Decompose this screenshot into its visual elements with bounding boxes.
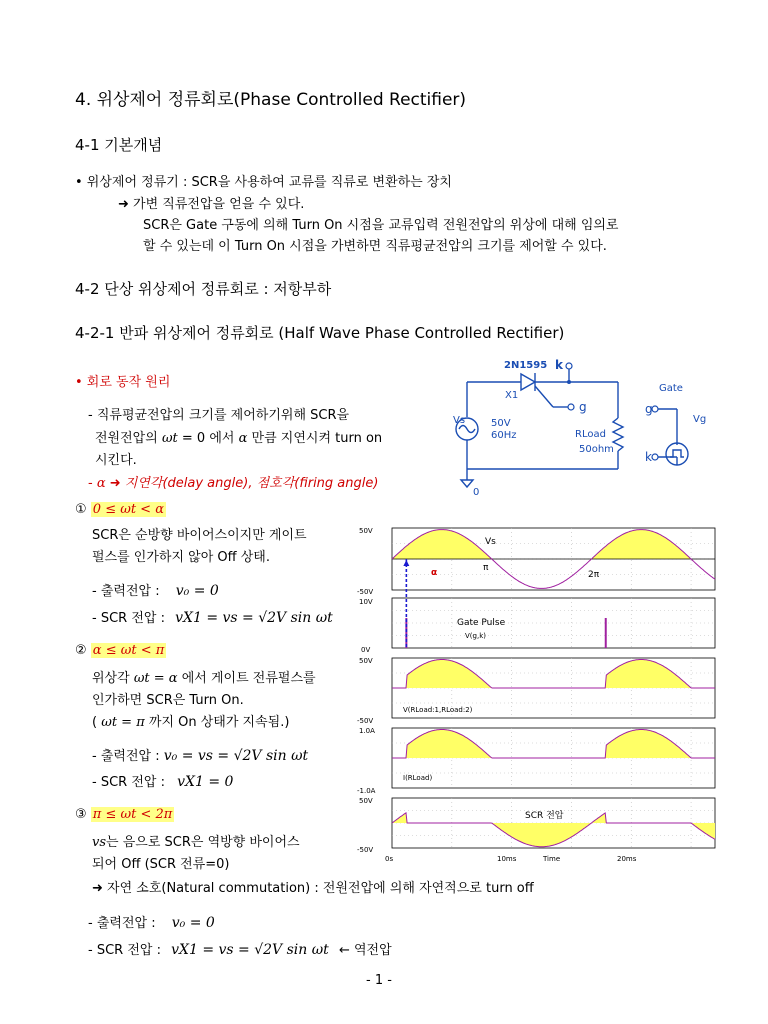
case3-line-1: vs는 음으로 SCR은 역방향 바이어스 [92,835,300,850]
case1-scr: - SCR 전압 : vX1 = vs = √2V sin ωt [92,610,333,626]
vg-label: Vg [693,414,707,425]
waveform-plots [355,520,720,865]
x-tick-20ms: 20ms [617,855,637,863]
source-label: Vs [453,415,466,426]
alpha-label: α [431,568,438,578]
source-frequency: 60Hz [491,430,517,441]
s41-desc-2: 할 수 있는데 이 Turn On 시점을 가변하면 직류평균전압의 크기를 제어할 수 있다. [143,239,607,254]
case1-line-2: 펄스를 인가하지 않아 Off 상태. [92,550,270,565]
case3-output: - 출력전압 : v₀ = 0 [88,915,215,931]
rload-value: 50ohm [579,444,614,455]
case1-number: ① [75,502,87,517]
p4-ybot: -1.0A [357,787,376,795]
gate-g-label: g [645,402,653,416]
case1-output: - 출력전압 : v₀ = 0 [92,583,219,599]
page-number: - 1 - [366,973,392,988]
scr-voltage-label: SCR 전압 [525,811,564,821]
case3-row [75,807,174,822]
case2-line-3: ( ωt = π 까지 On 상태가 지속됨.) [92,715,290,730]
page-title: 4. 위상제어 정류회로(Phase Controlled Rectifier) [75,90,467,110]
s41-arrow-line: ➜ 가변 직류전압을 얻을 수 있다. [118,197,305,212]
x-axis-label: Time [543,855,561,863]
p4-ytop: 1.0A [359,727,375,735]
p1-ybot: -50V [357,588,374,596]
case2-line-2: 인가하면 SCR은 Turn On. [92,693,244,708]
p3-ytop: 50V [359,657,373,665]
rload-label: RLoad [575,429,606,440]
principle-line-1: - 직류평균전압의 크기를 제어하기위해 SCR을 [88,408,350,423]
principle-bullet: • 회로 동작 원리 [75,375,171,390]
k-terminal-label: k [555,358,563,372]
case3-number: ③ [75,807,87,822]
case3-condition: π ≤ ωt < 2π [92,807,173,822]
p1-ytop: 50V [359,527,373,535]
case1-row [75,502,166,517]
ground-node-label: 0 [473,487,480,498]
load-voltage-trace-label: V(RLoad:1,RLoad:2) [403,706,473,714]
case2-row [75,643,166,658]
case2-number: ② [75,643,87,658]
case2-output: - 출력전압 : v₀ = vs = √2V sin ωt [92,748,309,764]
vs-label: Vs [485,537,496,547]
case1-line-1: SCR은 순방향 바이어스이지만 게이트 [92,528,307,543]
g-terminal-label: g [579,400,587,414]
x-tick-0: 0s [385,855,394,863]
principle-line-4: - α ➜ 지연각(delay angle), 점호각(firing angle) [88,476,379,491]
section-4-2-1-heading: 4-2-1 반파 위상제어 정류회로 (Half Wave Phase Controlled Rectifier) [75,324,565,342]
section-4-2-heading: 4-2 단상 위상제어 정류회로 : 저항부하 [75,280,332,298]
p5-ybot: -50V [357,846,374,854]
scr-part-label: 2N1595 [504,360,548,371]
gate-trace-label: V(g,k) [465,632,486,640]
section-4-1-heading: 4-1 기본개념 [75,136,163,154]
load-current-trace-label: I(RLoad) [403,774,433,782]
two-pi-label: 2π [588,570,600,580]
p2-ybot: 0V [361,646,371,654]
gate-pulse-label: Gate Pulse [457,618,506,628]
s41-bullet: • 위상제어 정류기 : SCR을 사용하여 교류를 직류로 변환하는 장치 [75,175,452,190]
p3-ybot: -50V [357,717,374,725]
s41-desc-1: SCR은 Gate 구동에 의해 Turn On 시점을 교류입력 전원전압의 위상에 대해 임의로 [143,218,619,233]
p5-ytop: 50V [359,797,373,805]
case3-line-2: 되어 Off (SCR 전류=0) [92,857,230,872]
case3-line-3: ➜ 자연 소호(Natural commutation) : 전원전압에 의해 자연적으로 turn off [92,881,534,896]
gate-title: Gate [659,383,683,394]
principle-line-3: 시킨다. [95,453,137,468]
scr-ref-label: X1 [505,390,519,401]
x-tick-10ms: 10ms [497,855,517,863]
p2-ytop: 10V [359,598,373,606]
case2-condition: α ≤ ωt < π [92,643,165,658]
scr-circuit-diagram [455,355,725,500]
case1-condition: 0 ≤ ωt < α [92,502,164,517]
case3-scr: - SCR 전압 : vX1 = vs = √2V sin ωt ← 역전압 [88,942,392,958]
source-voltage: 50V [491,418,511,429]
pi-label: π [483,563,489,573]
gate-k-label: k [645,450,652,464]
case2-line-1: 위상각 ωt = α 에서 게이트 전류펄스를 [92,671,316,686]
principle-line-2: 전원전압의 ωt = 0 에서 α 만큼 지연시켜 turn on [95,431,383,446]
case2-scr: - SCR 전압 : vX1 = 0 [92,774,234,790]
